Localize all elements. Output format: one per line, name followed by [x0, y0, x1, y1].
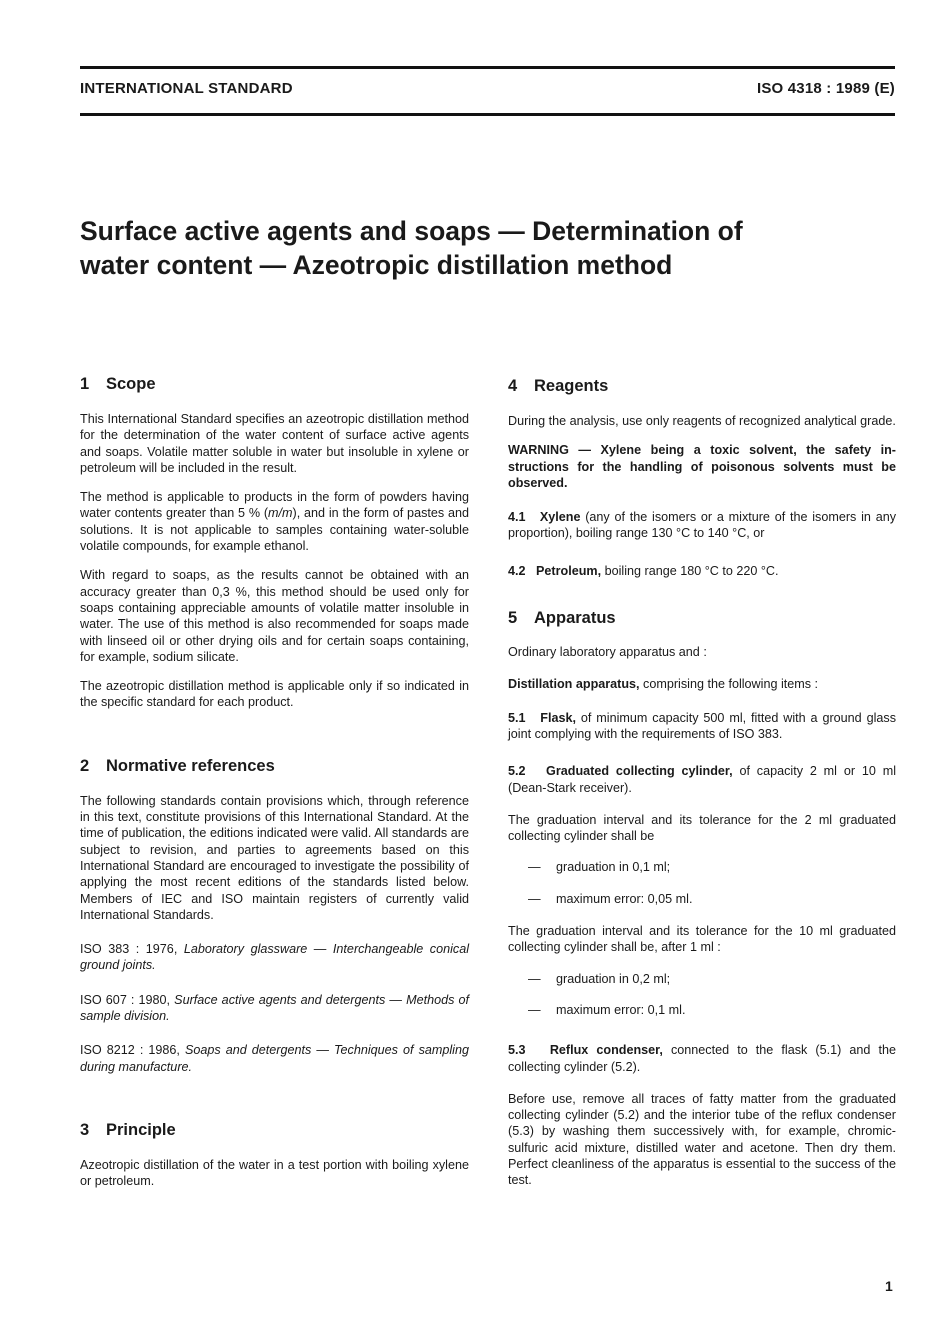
scope-paragraph-2: The method is applicable to products in the form of powders having water contents greater than 5 % (m/m), and in the form of pastes and solutions. It is not applicable to samples containing water-soluble volatile compounds, for example ethanol. [80, 490, 469, 554]
left-column [80, 375, 469, 1190]
dash-item: — maximum error: 0,1 ml. [528, 1002, 686, 1017]
header-bottom-rule [80, 113, 895, 116]
header-standard-number: ISO 4318 : 1989 (E) [756, 80, 895, 97]
reagent-4-1: 4.1 Xylene (any of the isomers or a mixture of the isomers in any proportion), boiling range 130 °C to 140 °C, or [508, 510, 896, 541]
right-column [508, 375, 896, 1189]
distillation-apparatus: Distillation apparatus, comprising the following items : [508, 677, 819, 692]
document-title [80, 214, 880, 282]
principle-paragraph-1: Azeotropic distillation of the water in a test portion with boiling xylene or petroleum. [80, 1157, 469, 1189]
reference-iso-607: ISO 607 : 1980, Surface active agents and detergents — Methods of sample division. [80, 992, 469, 1024]
scope-paragraph-4: The azeotropic distillation method is applicable only if so indicated in the specific standard for each product. [80, 679, 469, 710]
scope-paragraph-3: With regard to soaps, as the results cannot be obtained with an accuracy greater than 0,3 %, this method should be used only for soaps containing appreciable amounts of volatile matter insoluble in water. The use of this method is also recommended for soaps made with linseed oil or other drying oils and for certain soaps containing, for example, sodium silicate. [80, 568, 469, 664]
title-line-2: water content — Azeotropic distillation method [80, 250, 673, 280]
apparatus-5-2: 5.2 Graduated collecting cylinder, of capacity 2 ml or 10 ml (Dean-Stark receiver). [508, 764, 896, 795]
reference-iso-8212: ISO 8212 : 1986, Soaps and detergents — Techniques of sampling during manufacture. [80, 1043, 469, 1074]
scope-paragraph-1: This International Standard specifies an azeotropic distillation method for the determination of the water content of surface active agents and soaps. Volatile matter soluble in water but insoluble in xylene or petroleum will be included in the result. [80, 412, 469, 475]
reagent-4-2: 4.2 Petroleum, boiling range 180 °C to 220 °C. [508, 563, 779, 578]
header-left-title: INTERNATIONAL STANDARD [80, 80, 293, 97]
section-3-heading: 3 Principle [80, 1120, 176, 1139]
apparatus-5-3: 5.3 Reflux condenser, connected to the flask (5.1) and the collecting cylinder (5.2). [508, 1043, 896, 1074]
page-number: 1 [885, 1278, 893, 1294]
xylene-warning: WARNING — Xylene being a toxic solvent, the safety instructions for the handling of poisonous solvents must be observed. [508, 443, 896, 490]
dash-item: — maximum error: 0,05 ml. [528, 891, 693, 906]
title-line-1: Surface active agents and soaps — Determination of [80, 216, 743, 246]
dash-item: — graduation in 0,1 ml; [528, 860, 671, 875]
section-2-heading: 2 Normative references [80, 756, 275, 775]
reagents-paragraph-1: During the analysis, use only reagents of recognized analytical grade. [508, 414, 896, 428]
tolerance-2ml-intro: The graduation interval and its tolerance for the 2 ml graduated collecting cylinder shall be [508, 812, 896, 844]
section-5-heading: 5 Apparatus [508, 609, 616, 628]
apparatus-paragraph-1: Ordinary laboratory apparatus and : [508, 645, 707, 660]
dash-item: — graduation in 0,2 ml; [528, 971, 671, 986]
reference-iso-383: ISO 383 : 1976, Laboratory glassware — Interchangeable conical ground joints. [80, 942, 469, 973]
section-1-heading: 1 Scope [80, 375, 156, 393]
header-top-rule [80, 66, 895, 69]
apparatus-5-1: 5.1 Flask, of minimum capacity 500 ml, fitted with a ground glass joint complying with the requirements of ISO 383. [508, 710, 896, 741]
cleaning-instructions: Before use, remove all traces of fatty matter from the graduated collecting cylinder (5.2) and the interior tube of the reflux condenser (5.3) by washing them successively with, for example, chromic-sulfuric acid mixture, distilled water and acetone. Then dry them. Perfect cleanliness of the apparatus is essential to the success of the test. [508, 1091, 896, 1188]
tolerance-10ml-intro: The graduation interval and its tolerance for the 10 ml graduated collecting cylinder shall be, after 1 ml : [508, 924, 896, 955]
normative-paragraph-1: The following standards contain provisions which, through reference in this text, constitute provisions of this International Standard. At the time of publication, the editions indicated were valid. All standards are subject to revision, and parties to agreements based on this International Standard are encouraged to investigate the possibility of applying the most recent editions of the standards listed below. Members of IEC and ISO maintain registers of currently valid International Standards. [80, 793, 469, 922]
section-4-heading: 4 Reagents [508, 377, 609, 395]
